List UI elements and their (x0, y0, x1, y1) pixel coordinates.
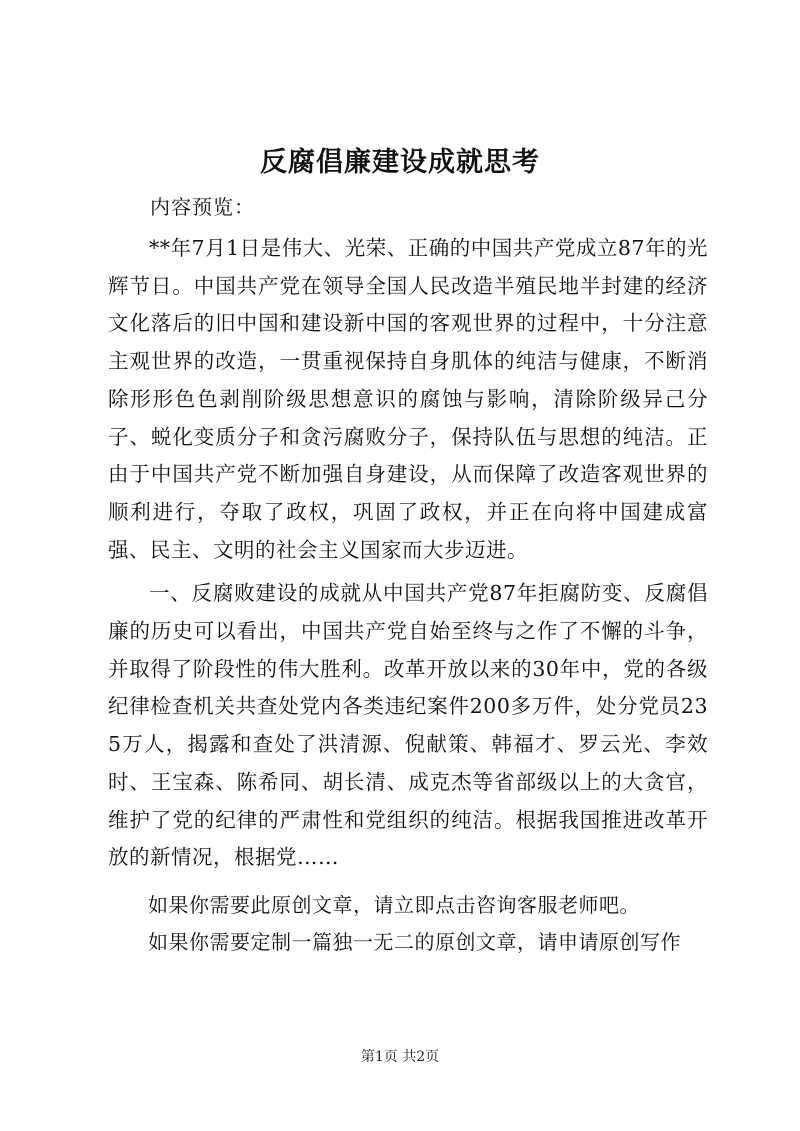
notice-block (108, 887, 708, 961)
article-body (108, 230, 708, 883)
notice-consult[interactable]: 如果你需要此原创文章，请立即点击咨询客服老师吧。 (148, 893, 640, 917)
preview-label: 内容预览： (150, 195, 255, 219)
page-indicator: 第1页 共2页 (360, 1049, 440, 1065)
notice-custom-writing[interactable]: 如果你需要定制一篇独一无二的原创文章，请申请原创写作 (148, 930, 681, 954)
paragraph-achievements: 一、反腐败建设的成就从中国共产党87年拒腐防变、反腐倡廉的历史可以看出，中国共产党自始至终与之作了不懈的斗争，并取得了阶段性的伟大胜利。改革开放以来的30年中，党的各级纪律检查机关共查处党内各类违纪案件200多万件，处分党员235万人，揭露和查处了洪清源、倪献策、韩福才、罗云光、李效时、王宝森、陈希同、胡长清、成克杰等省部级以上的大贪官，维护了党的纪律的严肃性和党组织的纯洁。根据我国推进改革开放的新情况，根据党…… (108, 581, 708, 870)
page-title: 反腐倡廉建设成就思考 (260, 147, 540, 178)
paragraph-intro: **年7月1日是伟大、光荣、正确的中国共产党成立87年的光辉节日。中国共产党在领导全国人民改造半殖民地半封建的经济文化落后的旧中国和建设新中国的客观世界的过程中，十分注意主观世界的改造，一贯重视保持自身肌体的纯洁与健康，不断消除形形色色剥削阶级思想意识的腐蚀与影响，清除阶级异己分子、蜕化变质分子和贪污腐败分子，保持队伍与思想的纯洁。正由于中国共产党不断加强自身建设，从而保障了改造客观世界的顺利进行，夺取了政权，巩固了政权，并正在向将中国建成富强、民主、文明的社会主义国家而大步迈进。 (108, 236, 708, 562)
